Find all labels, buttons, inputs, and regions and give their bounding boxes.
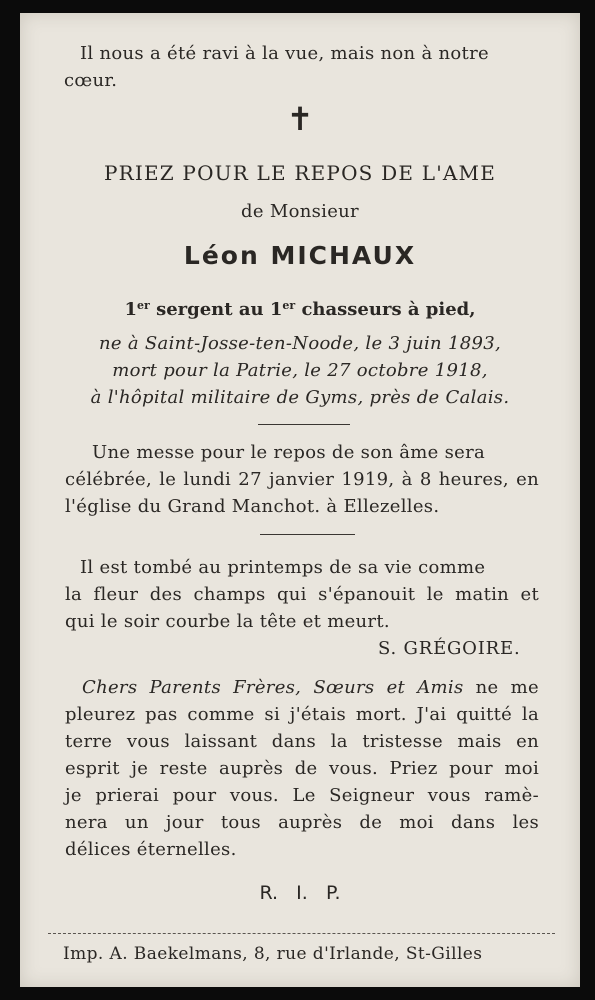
- quote-line-3: qui le soir courbe la tête et meurt.: [65, 611, 390, 632]
- last-name: MICHAUX: [270, 241, 417, 270]
- rip: R. I. P.: [259, 882, 341, 904]
- mass-line-3: l'église du Grand Manchot. à Ellezelles.: [65, 496, 440, 517]
- message-line-6: nera un jour tous auprès de moi dans les: [65, 812, 539, 833]
- quote-author: S. GRÉGOIRE.: [378, 638, 521, 659]
- divider: [260, 534, 355, 535]
- epigraph-line-2: cœur.: [64, 70, 118, 91]
- military-rank: 1er sergent au 1er chasseurs à pied,: [124, 299, 476, 320]
- quote-line-2: la fleur des champs qui s'épanouit le matin et: [65, 584, 539, 605]
- cross-icon: ✝: [286, 100, 314, 138]
- memorial-card: [20, 13, 580, 987]
- hospital-line: à l'hôpital militaire de Gyms, près de Calais.: [90, 387, 510, 408]
- mass-line-2: célébrée, le lundi 27 janvier 1919, à 8 heures, en: [65, 469, 539, 490]
- epigraph-line-1: Il nous a été ravi à la vue, mais non à notre: [80, 43, 489, 64]
- prayer-heading: PRIEZ POUR LE REPOS DE L'AME: [103, 161, 497, 185]
- deceased-name: [20, 241, 580, 270]
- printer-line: Imp. A. Baekelmans, 8, rue d'Irlande, St-Gilles: [63, 944, 483, 964]
- message-line-2: pleurez pas comme si j'étais mort. J'ai quitté la: [65, 704, 539, 725]
- quote-line-1: Il est tombé au printemps de sa vie comme: [80, 557, 486, 578]
- birth-line: ne à Saint-Josse-ten-Noode, le 3 juin 1893,: [99, 333, 501, 354]
- message-line-5: je prierai pour vous. Le Seigneur vous ramè-: [65, 785, 539, 806]
- message-line-7: délices éternelles.: [65, 839, 237, 860]
- message-line-4: esprit je reste auprès de vous. Priez pour moi: [65, 758, 539, 779]
- message-line-3: terre vous laissant dans la tristesse mais en: [65, 731, 539, 752]
- divider: [258, 424, 350, 425]
- message-line-1: Chers Parents Frères, Sœurs et Amis ne me: [82, 677, 539, 698]
- prayer-subheading: de Monsieur: [241, 201, 359, 222]
- mass-line-1: Une messe pour le repos de son âme sera: [92, 442, 486, 463]
- death-line: mort pour la Patrie, le 27 octobre 1918,: [112, 360, 488, 381]
- first-name: Léon: [183, 241, 260, 270]
- dotted-divider: [48, 933, 555, 934]
